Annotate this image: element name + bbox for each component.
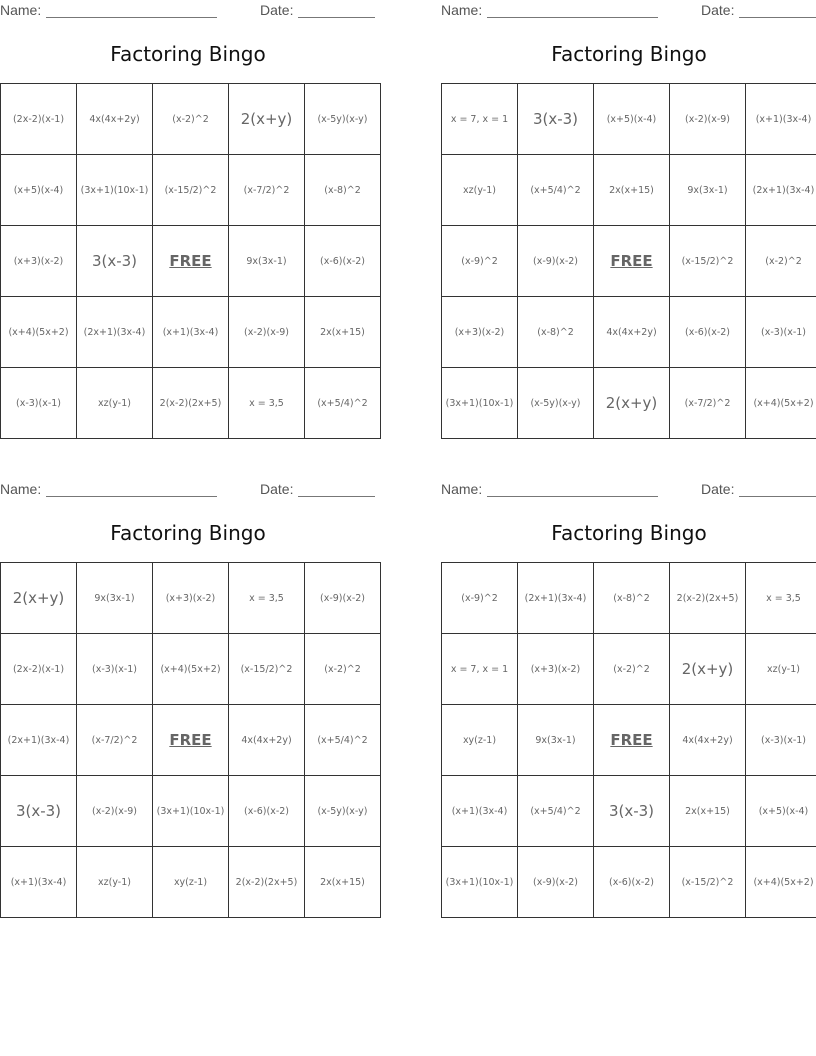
bingo-cell: (x+3)(x-2) xyxy=(442,297,518,368)
bingo-cell: (x-7/2)^2 xyxy=(229,155,305,226)
bingo-grid xyxy=(441,83,816,439)
free-space: FREE xyxy=(153,705,229,776)
bingo-cell: (x-3)(x-1) xyxy=(746,705,816,776)
bingo-cell: (x-6)(x-2) xyxy=(670,297,746,368)
bingo-cell: (x-3)(x-1) xyxy=(77,634,153,705)
bingo-cell: xy(z-1) xyxy=(442,705,518,776)
grid-row xyxy=(1,563,381,634)
bingo-card-4 xyxy=(441,479,816,919)
bingo-cell: (x+4)(5x+2) xyxy=(1,297,77,368)
bingo-cell: (x-2)^2 xyxy=(746,226,816,297)
bingo-cell: 2(x+y) xyxy=(229,84,305,155)
bingo-cell: 3(x-3) xyxy=(1,776,77,847)
name-line xyxy=(46,17,217,18)
card-title: Factoring Bingo xyxy=(110,521,266,545)
bingo-cell: (x-3)(x-1) xyxy=(1,368,77,439)
grid-row xyxy=(442,84,816,155)
bingo-cell: (x+5)(x-4) xyxy=(746,776,816,847)
bingo-cell: (x+1)(3x-4) xyxy=(442,776,518,847)
name-line xyxy=(46,496,217,497)
name-line xyxy=(487,496,658,497)
bingo-cell: 9x(3x-1) xyxy=(670,155,746,226)
grid-row xyxy=(442,705,816,776)
date-label: Date: xyxy=(701,2,735,18)
bingo-cell: 2(x-2)(2x+5) xyxy=(153,368,229,439)
bingo-cell: (2x+1)(3x-4) xyxy=(746,155,816,226)
bingo-cell: (x-8)^2 xyxy=(518,297,594,368)
bingo-cell: 4x(4x+2y) xyxy=(670,705,746,776)
bingo-cell: (x+3)(x-2) xyxy=(153,563,229,634)
bingo-cell: 3(x-3) xyxy=(518,84,594,155)
bingo-grid xyxy=(0,83,381,439)
bingo-cell: (x-15/2)^2 xyxy=(670,847,746,918)
bingo-cell: x = 3,5 xyxy=(746,563,816,634)
date-line xyxy=(739,496,816,497)
bingo-cell: (x-6)(x-2) xyxy=(305,226,381,297)
card-header xyxy=(0,480,376,500)
bingo-cell: (x-9)(x-2) xyxy=(518,226,594,297)
bingo-cell: 2x(x+15) xyxy=(594,155,670,226)
grid-row xyxy=(442,776,816,847)
bingo-cell: (x-5y)(x-y) xyxy=(305,84,381,155)
card-title: Factoring Bingo xyxy=(110,42,266,66)
bingo-cell: (x-9)^2 xyxy=(442,563,518,634)
bingo-cell: (x-15/2)^2 xyxy=(229,634,305,705)
bingo-cell: (x-9)^2 xyxy=(442,226,518,297)
date-line xyxy=(739,17,816,18)
bingo-cell: (x+5/4)^2 xyxy=(518,776,594,847)
bingo-cell: 2x(x+15) xyxy=(305,297,381,368)
free-space: FREE xyxy=(153,226,229,297)
bingo-cell: (x-2)(x-9) xyxy=(229,297,305,368)
bingo-cell: (x-7/2)^2 xyxy=(670,368,746,439)
bingo-cell: 4x(4x+2y) xyxy=(77,84,153,155)
bingo-cell: (x-6)(x-2) xyxy=(594,847,670,918)
bingo-cell: (x-15/2)^2 xyxy=(153,155,229,226)
bingo-cell: (x-5y)(x-y) xyxy=(305,776,381,847)
bingo-card-1 xyxy=(0,0,376,440)
bingo-cell: (3x+1)(10x-1) xyxy=(442,847,518,918)
bingo-cell: 2(x-2)(2x+5) xyxy=(670,563,746,634)
grid-row xyxy=(442,368,816,439)
card-header xyxy=(441,1,816,21)
bingo-cell: (x-3)(x-1) xyxy=(746,297,816,368)
bingo-cell: (x-6)(x-2) xyxy=(229,776,305,847)
bingo-cell: (x-8)^2 xyxy=(594,563,670,634)
bingo-cell: (x-8)^2 xyxy=(305,155,381,226)
bingo-cell: (2x+1)(3x-4) xyxy=(77,297,153,368)
name-label: Name: xyxy=(0,481,42,497)
bingo-cell: (x-7/2)^2 xyxy=(77,705,153,776)
bingo-cell: xz(y-1) xyxy=(77,847,153,918)
bingo-cell: xz(y-1) xyxy=(746,634,816,705)
date-label: Date: xyxy=(260,481,294,497)
bingo-cell: (x-15/2)^2 xyxy=(670,226,746,297)
grid-row xyxy=(1,847,381,918)
bingo-cell: (x+5/4)^2 xyxy=(305,368,381,439)
grid-row xyxy=(1,634,381,705)
bingo-cell: 3(x-3) xyxy=(594,776,670,847)
bingo-cell: (x+4)(5x+2) xyxy=(746,368,816,439)
grid-row xyxy=(1,705,381,776)
bingo-cell: xy(z-1) xyxy=(153,847,229,918)
name-label: Name: xyxy=(0,2,42,18)
bingo-card-3 xyxy=(0,479,376,919)
bingo-cell: (x+1)(3x-4) xyxy=(746,84,816,155)
bingo-cell: (x+1)(3x-4) xyxy=(1,847,77,918)
bingo-grid xyxy=(441,562,816,918)
bingo-cell: x = 3,5 xyxy=(229,368,305,439)
bingo-cell: 9x(3x-1) xyxy=(77,563,153,634)
bingo-cell: (x+4)(5x+2) xyxy=(153,634,229,705)
bingo-cell: 4x(4x+2y) xyxy=(594,297,670,368)
date-label: Date: xyxy=(701,481,735,497)
bingo-cell: 2(x+y) xyxy=(594,368,670,439)
grid-row xyxy=(1,226,381,297)
bingo-cell: (x-2)(x-9) xyxy=(670,84,746,155)
bingo-cell: (2x-2)(x-1) xyxy=(1,84,77,155)
card-header xyxy=(441,480,816,500)
bingo-cell: (x-2)^2 xyxy=(153,84,229,155)
bingo-cell: (x+5)(x-4) xyxy=(594,84,670,155)
bingo-cell: x = 7, x = 1 xyxy=(442,84,518,155)
bingo-cell: 2(x+y) xyxy=(1,563,77,634)
grid-row xyxy=(442,226,816,297)
name-label: Name: xyxy=(441,481,483,497)
bingo-cell: (x+1)(3x-4) xyxy=(153,297,229,368)
bingo-cell: 9x(3x-1) xyxy=(518,705,594,776)
grid-row xyxy=(1,84,381,155)
grid-row xyxy=(1,155,381,226)
grid-row xyxy=(442,297,816,368)
bingo-cell: 2(x-2)(2x+5) xyxy=(229,847,305,918)
bingo-cell: (3x+1)(10x-1) xyxy=(442,368,518,439)
bingo-cell: (x-2)^2 xyxy=(594,634,670,705)
date-line xyxy=(298,17,375,18)
bingo-cell: 9x(3x-1) xyxy=(229,226,305,297)
grid-row xyxy=(442,155,816,226)
bingo-cell: (x+5/4)^2 xyxy=(305,705,381,776)
bingo-grid xyxy=(0,562,381,918)
card-title: Factoring Bingo xyxy=(551,42,707,66)
free-space: FREE xyxy=(594,705,670,776)
bingo-cell: (x-5y)(x-y) xyxy=(518,368,594,439)
bingo-cell: xz(y-1) xyxy=(442,155,518,226)
grid-row xyxy=(442,634,816,705)
grid-row xyxy=(1,297,381,368)
name-line xyxy=(487,17,658,18)
bingo-cell: xz(y-1) xyxy=(77,368,153,439)
bingo-cell: (x-2)(x-9) xyxy=(77,776,153,847)
bingo-cell: (x+4)(5x+2) xyxy=(746,847,816,918)
bingo-cell: (x+3)(x-2) xyxy=(518,634,594,705)
bingo-cell: 2x(x+15) xyxy=(305,847,381,918)
bingo-cell: (x-9)(x-2) xyxy=(305,563,381,634)
bingo-cell: (2x+1)(3x-4) xyxy=(518,563,594,634)
grid-row xyxy=(1,368,381,439)
bingo-cell: (x-9)(x-2) xyxy=(518,847,594,918)
bingo-cell: 3(x-3) xyxy=(77,226,153,297)
bingo-cell: x = 7, x = 1 xyxy=(442,634,518,705)
bingo-cell: 4x(4x+2y) xyxy=(229,705,305,776)
bingo-cell: (x+5/4)^2 xyxy=(518,155,594,226)
bingo-cell: (2x+1)(3x-4) xyxy=(1,705,77,776)
bingo-cell: (x+3)(x-2) xyxy=(1,226,77,297)
date-line xyxy=(298,496,375,497)
bingo-cell: 2(x+y) xyxy=(670,634,746,705)
bingo-cell: x = 3,5 xyxy=(229,563,305,634)
bingo-cell: (3x+1)(10x-1) xyxy=(153,776,229,847)
name-label: Name: xyxy=(441,2,483,18)
bingo-card-2 xyxy=(441,0,816,440)
grid-row xyxy=(1,776,381,847)
bingo-cell: (2x-2)(x-1) xyxy=(1,634,77,705)
bingo-cell: (3x+1)(10x-1) xyxy=(77,155,153,226)
card-header xyxy=(0,1,376,21)
bingo-cell: (x-2)^2 xyxy=(305,634,381,705)
card-title: Factoring Bingo xyxy=(551,521,707,545)
bingo-cell: (x+5)(x-4) xyxy=(1,155,77,226)
grid-row xyxy=(442,563,816,634)
date-label: Date: xyxy=(260,2,294,18)
bingo-cell: 2x(x+15) xyxy=(670,776,746,847)
grid-row xyxy=(442,847,816,918)
free-space: FREE xyxy=(594,226,670,297)
